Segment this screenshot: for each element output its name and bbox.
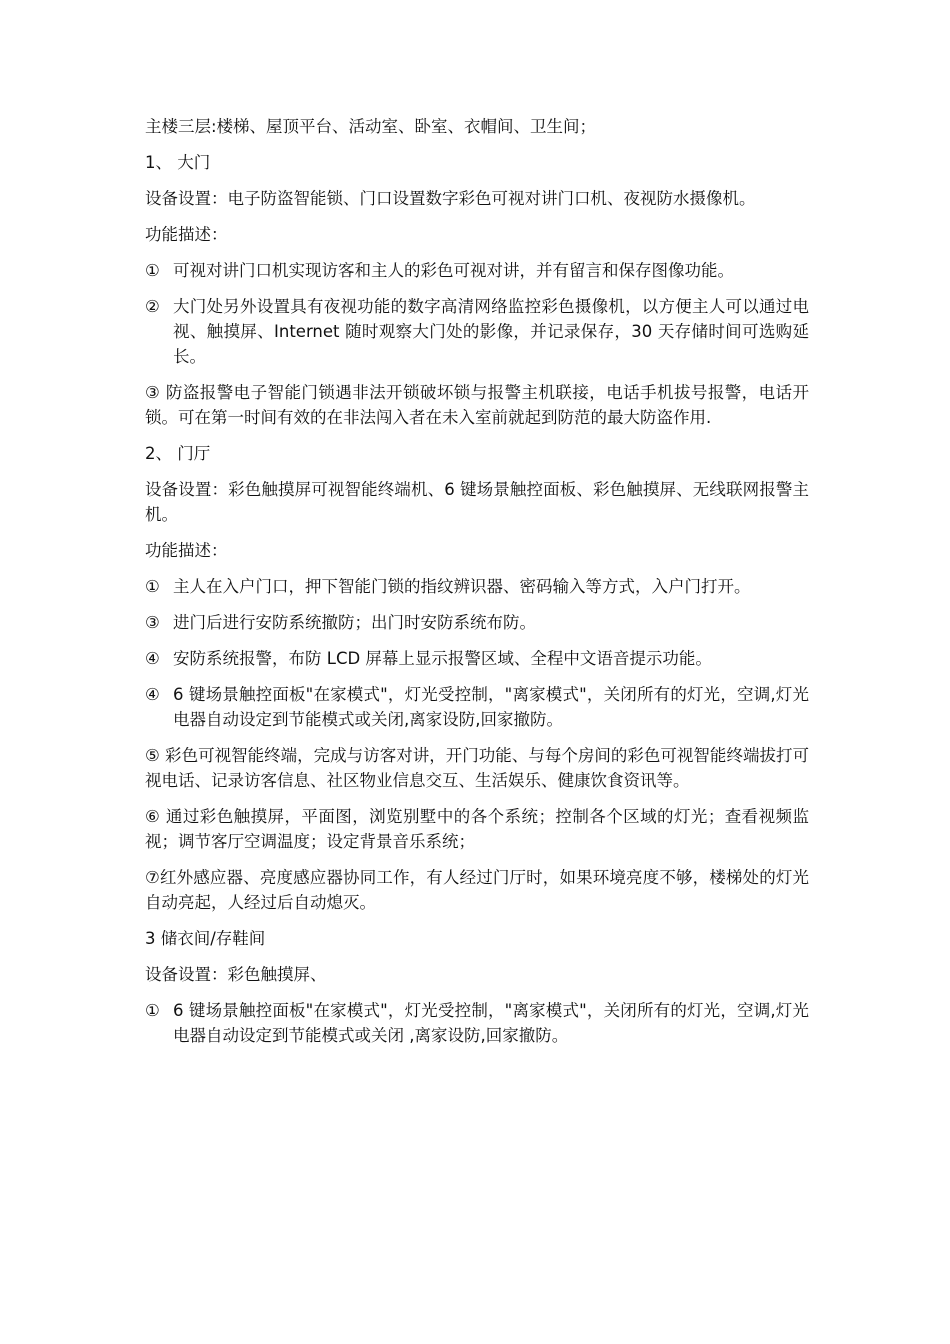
list-item: [145, 294, 809, 369]
list-item: [145, 258, 809, 283]
list-item-text: 6 键场景触控面板"在家模式"，灯光受控制，"离家模式"，关闭所有的灯光，空调,灯光电器自动设定到节能模式或关闭,离家设防,回家撤防。: [173, 685, 809, 729]
list-marker: ②: [145, 297, 160, 316]
list-item-text: 进门后进行安防系统撤防；出门时安防系统布防。: [173, 613, 536, 632]
section-heading-cloakroom: 3 储衣间/存鞋间: [145, 929, 266, 948]
list-item-text: 安防系统报警，布防 LCD 屏幕上显示报警区域、全程中文语音提示功能。: [173, 649, 712, 668]
paragraph-sensors: ⑦红外感应器、亮度感应器协同工作，有人经过门厅时，如果环境亮度不够，楼梯处的灯光自动亮起，人经过后自动熄灭。: [145, 868, 809, 912]
list-marker: ③: [145, 613, 160, 632]
list-item: [145, 574, 809, 599]
list-item-text: 大门处另外设置具有夜视功能的数字高清网络监控彩色摄像机，以方便主人可以通过电视、触摸屏、Internet 随时观察大门处的影像，并记录保存，30 天存储时间可选购延长。: [173, 297, 809, 366]
floor-heading: 主楼三层:楼梯、屋顶平台、活动室、卧室、衣帽间、卫生间；: [145, 117, 597, 136]
list-item: [145, 610, 809, 635]
section-heading-foyer: 2、 门厅: [145, 444, 211, 463]
list-marker: ①: [145, 1001, 160, 1020]
function-label-gate: 功能描述：: [145, 225, 228, 244]
list-item-text: 主人在入户门口，押下智能门锁的指纹辨识器、密码输入等方式，入户门打开。: [173, 577, 751, 596]
list-item: [145, 682, 809, 732]
list-marker: ④: [145, 685, 160, 704]
device-settings-cloakroom: 设备设置：彩色触摸屏、: [145, 965, 327, 984]
document-body: [145, 114, 809, 1059]
function-label-foyer: 功能描述：: [145, 541, 228, 560]
paragraph-touchscreen: ⑥ 通过彩色触摸屏，平面图，浏览别墅中的各个系统；控制各个区域的灯光；查看视频监视；调节客厅空调温度；设定背景音乐系统；: [145, 807, 809, 851]
list-marker: ①: [145, 577, 160, 596]
list-item-text: 可视对讲门口机实现访客和主人的彩色可视对讲，并有留言和保存图像功能。: [173, 261, 734, 280]
section-heading-gate: 1、 大门: [145, 153, 211, 172]
paragraph-alarm-lock: ③ 防盗报警电子智能门锁遇非法开锁破坏锁与报警主机联接，电话手机拔号报警，电话开锁。可在第一时间有效的在非法闯入者在未入室前就起到防范的最大防盗作用.: [145, 383, 809, 427]
list-item: [145, 646, 809, 671]
list-marker: ①: [145, 261, 160, 280]
list-item: [145, 998, 809, 1048]
paragraph-video-terminal: ⑤ 彩色可视智能终端，完成与访客对讲，开门功能、与每个房间的彩色可视智能终端拔打可视电话、记录访客信息、社区物业信息交互、生活娱乐、健康饮食资讯等。: [145, 746, 809, 790]
list-marker: ④: [145, 649, 160, 668]
device-settings-gate: 设备设置：电子防盗智能锁、门口设置数字彩色可视对讲门口机、夜视防水摄像机。: [145, 189, 756, 208]
device-settings-foyer: 设备设置：彩色触摸屏可视智能终端机、6 键场景触控面板、彩色触摸屏、无线联网报警主机。: [145, 480, 809, 524]
list-item-text: 6 键场景触控面板"在家模式"，灯光受控制，"离家模式"，关闭所有的灯光，空调,灯光电器自动设定到节能模式或关闭 ,离家设防,回家撤防。: [173, 1001, 809, 1045]
